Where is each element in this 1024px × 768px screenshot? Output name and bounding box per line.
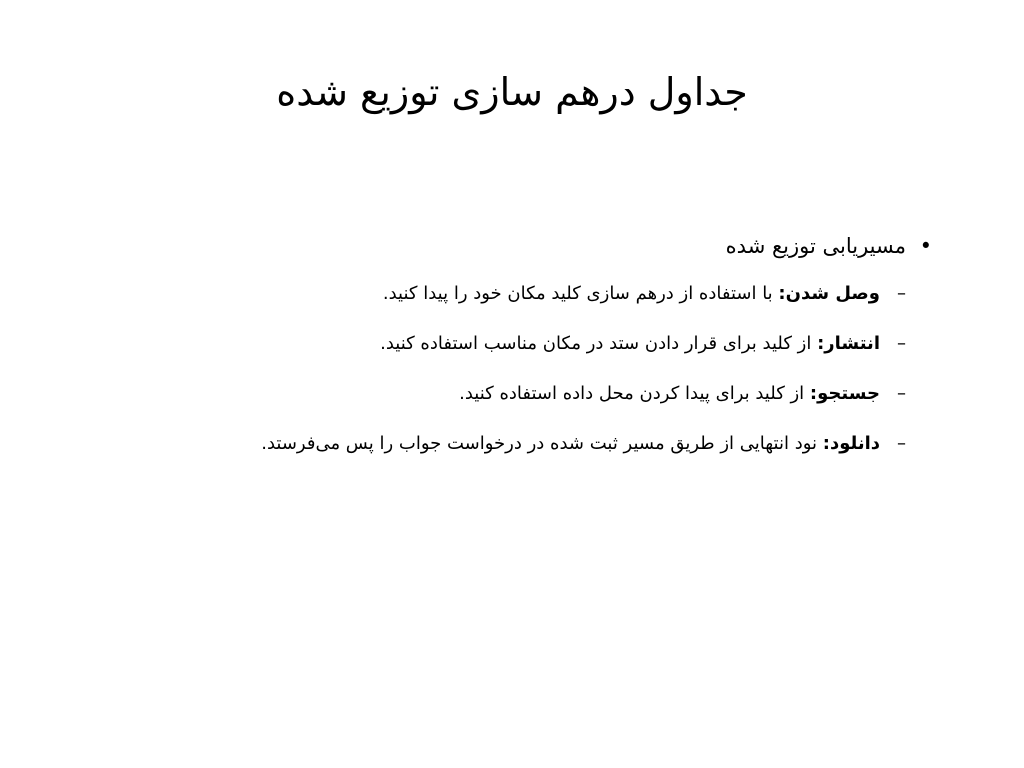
sub-bullet-description: از کلید برای پیدا کردن محل داده استفاده کنید. (459, 383, 810, 404)
sub-bullet-text (380, 328, 880, 360)
sub-bullet-text (261, 428, 880, 460)
bullet-marker: • (919, 234, 932, 258)
sub-bullet-description: نود انتهایی از طریق مسیر ثبت شده در درخواست جواب را پس می‌فرستد. (261, 433, 823, 454)
sub-bullet-list (92, 278, 906, 460)
bullet-text: مسیریابی توزیع شده (725, 234, 906, 258)
sub-bullet-item (92, 428, 906, 460)
sub-bullet-term: دانلود: (822, 433, 880, 454)
sub-bullet-description: با استفاده از درهم سازی کلید مکان خود را پیدا کنید. (382, 283, 779, 304)
dash-marker: – (897, 333, 906, 354)
sub-bullet-text (383, 278, 880, 310)
sub-bullet-item (92, 328, 906, 360)
bullet-item (92, 228, 932, 264)
sub-bullet-description: از کلید برای قرار دادن ستد در مکان مناسب استفاده کنید. (380, 333, 818, 354)
sub-bullet-text (459, 378, 880, 410)
sub-bullet-term: وصل شدن: (778, 283, 880, 304)
sub-bullet-term: جستجو: (809, 383, 880, 404)
slide-content (92, 228, 932, 478)
dash-marker: – (897, 433, 906, 454)
dash-marker: – (897, 383, 906, 404)
sub-bullet-term: انتشار: (817, 333, 880, 354)
dash-marker: – (897, 283, 906, 304)
sub-bullet-item (92, 378, 906, 410)
sub-bullet-item (92, 278, 906, 310)
slide-title: جداول درهم سازی توزیع شده (276, 70, 748, 114)
